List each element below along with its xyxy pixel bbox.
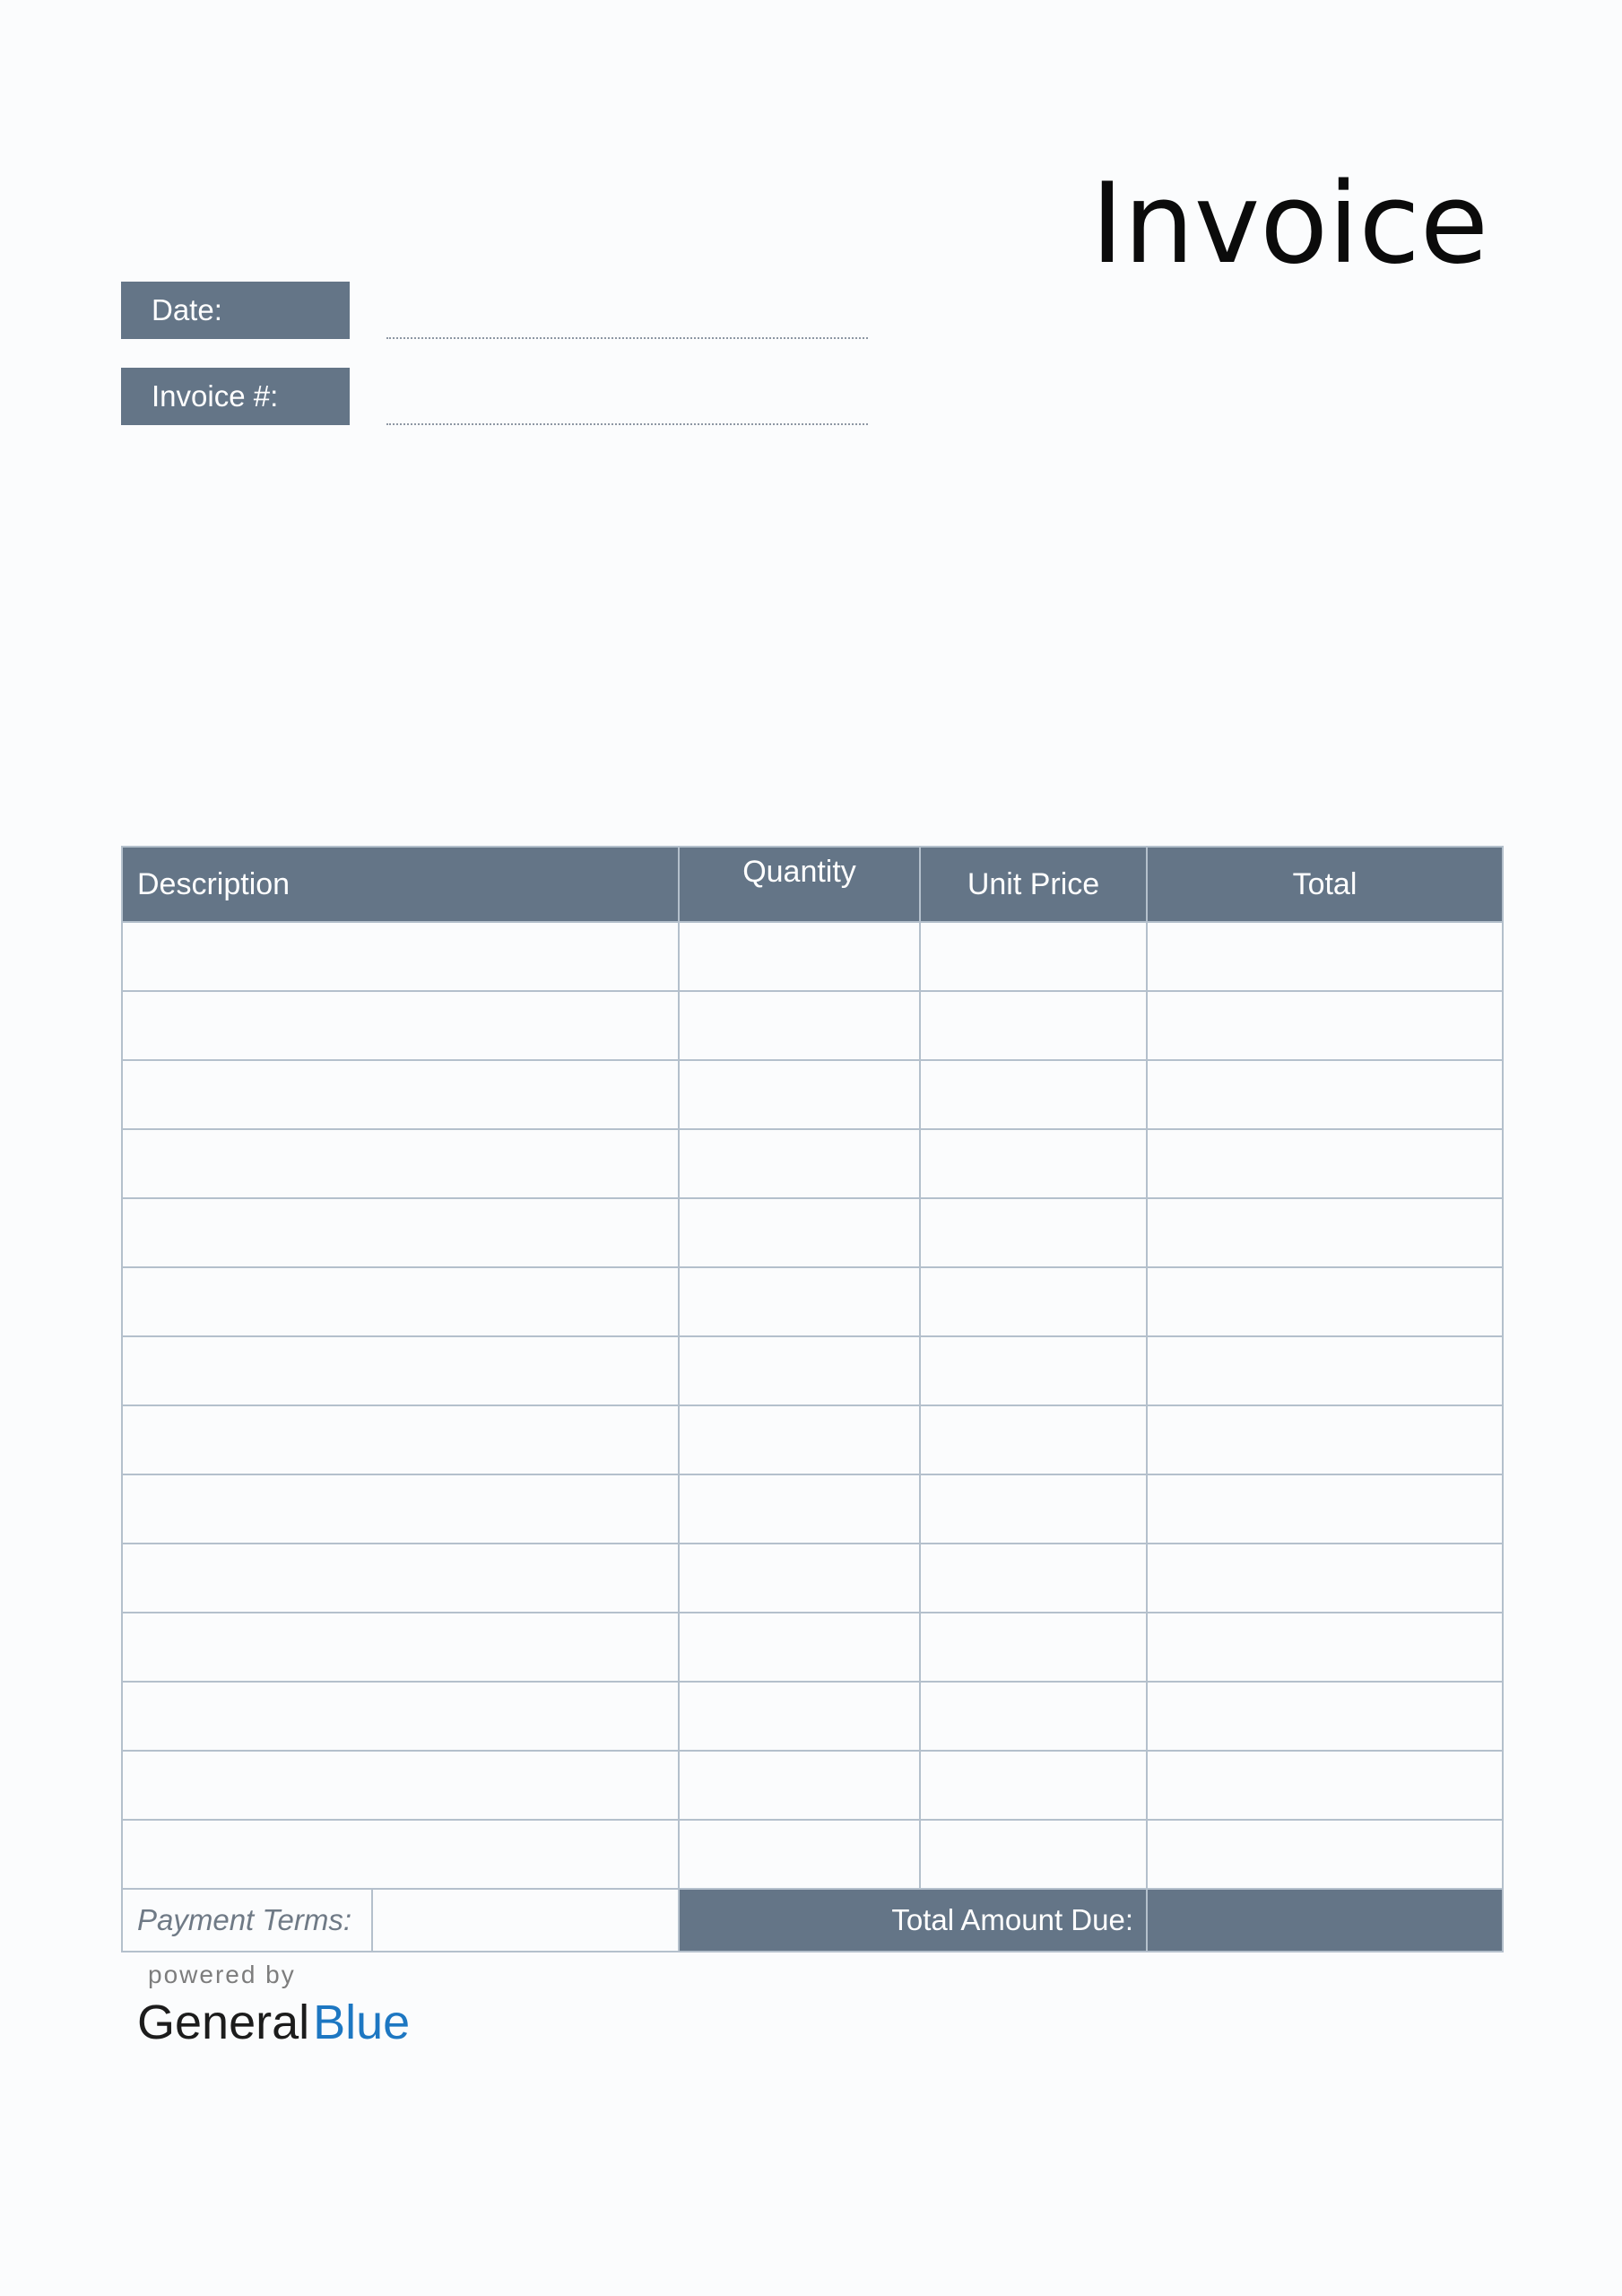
line-items-table xyxy=(121,846,1504,1952)
table-footer-row xyxy=(122,1889,1503,1952)
cell-unit-price[interactable] xyxy=(920,922,1147,991)
cell-unit-price[interactable] xyxy=(920,991,1147,1060)
footer-left-cell xyxy=(122,1889,679,1952)
payment-terms-label: Payment Terms: xyxy=(123,1890,373,1951)
cell-total[interactable] xyxy=(1147,1336,1503,1405)
total-amount-due-label: Total Amount Due: xyxy=(679,1889,1147,1952)
table-row xyxy=(122,922,1503,991)
table-row xyxy=(122,1405,1503,1474)
cell-total[interactable] xyxy=(1147,1820,1503,1889)
logo-text-blue: Blue xyxy=(313,1996,411,2049)
cell-total[interactable] xyxy=(1147,1751,1503,1820)
cell-total[interactable] xyxy=(1147,1544,1503,1613)
cell-total[interactable] xyxy=(1147,1129,1503,1198)
cell-quantity[interactable] xyxy=(679,1613,920,1682)
table-row xyxy=(122,991,1503,1060)
cell-unit-price[interactable] xyxy=(920,1474,1147,1544)
cell-total[interactable] xyxy=(1147,1405,1503,1474)
cell-quantity[interactable] xyxy=(679,1682,920,1751)
table-row xyxy=(122,1060,1503,1129)
cell-total[interactable] xyxy=(1147,1198,1503,1267)
cell-quantity[interactable] xyxy=(679,1751,920,1820)
cell-unit-price[interactable] xyxy=(920,1682,1147,1751)
table-row xyxy=(122,1129,1503,1198)
header-quantity: Quantity xyxy=(679,847,920,922)
cell-total[interactable] xyxy=(1147,1474,1503,1544)
header-total: Total xyxy=(1147,847,1503,922)
cell-total[interactable] xyxy=(1147,1682,1503,1751)
cell-quantity[interactable] xyxy=(679,1129,920,1198)
logo-text-general: General xyxy=(137,1996,310,2049)
cell-unit-price[interactable] xyxy=(920,1336,1147,1405)
generalblue-logo xyxy=(137,1991,410,2054)
cell-unit-price[interactable] xyxy=(920,1060,1147,1129)
cell-description[interactable] xyxy=(122,1751,679,1820)
cell-quantity[interactable] xyxy=(679,1336,920,1405)
table-row xyxy=(122,1267,1503,1336)
cell-unit-price[interactable] xyxy=(920,1198,1147,1267)
cell-total[interactable] xyxy=(1147,922,1503,991)
cell-quantity[interactable] xyxy=(679,922,920,991)
cell-total[interactable] xyxy=(1147,1267,1503,1336)
header-description: Description xyxy=(122,847,679,922)
total-amount-due-field[interactable] xyxy=(1147,1889,1503,1952)
cell-unit-price[interactable] xyxy=(920,1751,1147,1820)
invoice-number-label: Invoice #: xyxy=(121,368,350,425)
cell-description[interactable] xyxy=(122,1820,679,1889)
payment-terms-field[interactable] xyxy=(373,1890,678,1951)
cell-quantity[interactable] xyxy=(679,991,920,1060)
cell-quantity[interactable] xyxy=(679,1405,920,1474)
cell-unit-price[interactable] xyxy=(920,1544,1147,1613)
header-unit-price: Unit Price xyxy=(920,847,1147,922)
table-row xyxy=(122,1682,1503,1751)
cell-unit-price[interactable] xyxy=(920,1129,1147,1198)
cell-unit-price[interactable] xyxy=(920,1267,1147,1336)
table-row xyxy=(122,1820,1503,1889)
table-row xyxy=(122,1474,1503,1544)
table-row xyxy=(122,1613,1503,1682)
cell-description[interactable] xyxy=(122,1405,679,1474)
cell-description[interactable] xyxy=(122,1129,679,1198)
cell-description[interactable] xyxy=(122,1336,679,1405)
cell-description[interactable] xyxy=(122,1682,679,1751)
cell-quantity[interactable] xyxy=(679,1474,920,1544)
cell-quantity[interactable] xyxy=(679,1267,920,1336)
cell-total[interactable] xyxy=(1147,991,1503,1060)
cell-total[interactable] xyxy=(1147,1613,1503,1682)
cell-unit-price[interactable] xyxy=(920,1820,1147,1889)
date-field[interactable] xyxy=(386,337,868,339)
cell-description[interactable] xyxy=(122,991,679,1060)
cell-unit-price[interactable] xyxy=(920,1405,1147,1474)
invoice-title: Invoice xyxy=(1090,160,1488,289)
cell-description[interactable] xyxy=(122,1198,679,1267)
cell-description[interactable] xyxy=(122,1613,679,1682)
cell-quantity[interactable] xyxy=(679,1820,920,1889)
cell-description[interactable] xyxy=(122,1474,679,1544)
cell-unit-price[interactable] xyxy=(920,1613,1147,1682)
cell-description[interactable] xyxy=(122,922,679,991)
cell-quantity[interactable] xyxy=(679,1198,920,1267)
cell-description[interactable] xyxy=(122,1267,679,1336)
cell-description[interactable] xyxy=(122,1544,679,1613)
cell-quantity[interactable] xyxy=(679,1060,920,1129)
invoice-number-field[interactable] xyxy=(386,423,868,425)
cell-description[interactable] xyxy=(122,1060,679,1129)
table-header-row xyxy=(122,847,1503,922)
table-row xyxy=(122,1336,1503,1405)
table-row xyxy=(122,1544,1503,1613)
cell-quantity[interactable] xyxy=(679,1544,920,1613)
powered-by-text: powered by xyxy=(148,1961,296,1988)
table-row xyxy=(122,1751,1503,1820)
table-row xyxy=(122,1198,1503,1267)
date-label: Date: xyxy=(121,282,350,339)
cell-total[interactable] xyxy=(1147,1060,1503,1129)
